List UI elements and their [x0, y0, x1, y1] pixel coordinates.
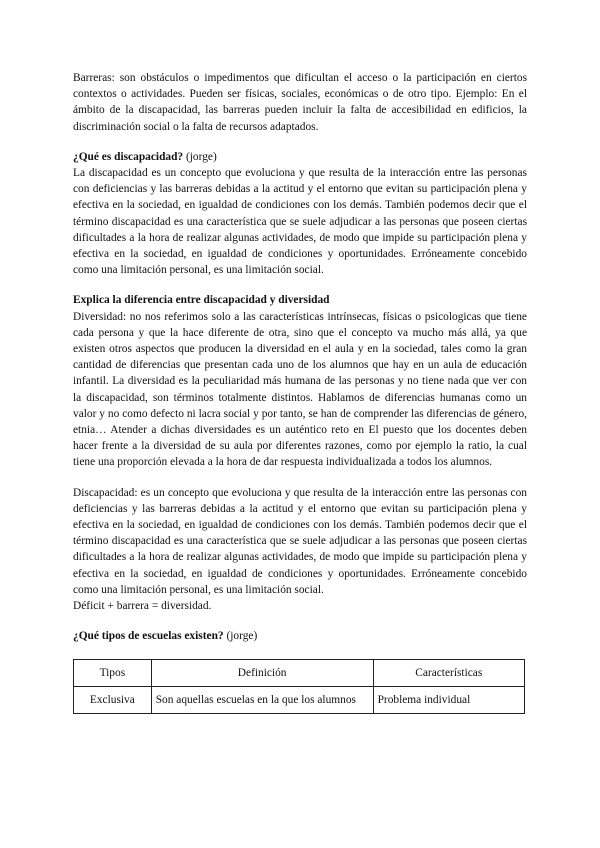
- barreras-paragraph: Barreras: son obstáculos o impedimentos que dificultan el acceso o la participación en ciertos contextos o actividades. Pueden ser físicas, sociales, económicas o de otro tipo. Ejemplo: En el ámbito de la discapacidad, las barreras pueden incluir la falta de accesibilidad en edificios, la discriminación social o la falta de recursos adaptados.: [73, 72, 527, 133]
- question-author: (jorge): [183, 150, 217, 163]
- school-types-table: [73, 659, 525, 714]
- header-caracteristicas: Características: [373, 659, 524, 686]
- question-escuelas-heading: [73, 628, 527, 644]
- discapacidad-definition: Discapacidad: es un concepto que evoluciona y que resulta de la interacción entre las personas con deficiencias y las barreras debidas a la actitud y el entorno que evitan su participación plena y efectiva en la sociedad, en igualdad de condiciones con los demás. También podemos decir que el término discapacidad es una característica que se suele adjudicar a las personas que poseen ciertas dificultades a la hora de realizar algunas actividades, de modo que impide su participación plena y efectiva en la sociedad, en igualdad de condiciones y oportunidades. Erróneamente concebido como una limitación personal, es una limitación social.: [73, 486, 527, 596]
- question-title: ¿Qué es discapacidad?: [73, 150, 184, 163]
- diversidad-answer: Diversidad: no nos referimos solo a las características intrínsecas, físicas o psicologicas que tiene cada persona y que la hace diferente de otra, sino que el concepto va mucho más allá, ya que existen otros aspectos que producen la diversidad en el aula y en la sociedad, tales como la gran cantidad de diferencias que presentan cada uno de los alumnos que hay en un aula de educación infantil. La diversidad es la peculiaridad más humana de las personas y no tiene nada que ver con la discapacidad, son términos totalmente distintos. Hablamos de diferencias humanas como un valor y no como defecto ni lacra social y por tanto, se han de comprender las diferencias de género, etnia… Atender a dichas diversidades es un auténtico reto en El puesto que los docentes deben hacer frente a la diversidad de su aula por diferentes razones, como por ejemplo la ratio, la cual tiene una proporción elevada a la hora de dar respuesta individualizada a todos los alumnos.: [73, 310, 527, 469]
- table-header-row: [74, 659, 525, 686]
- cell-tipo: Exclusiva: [74, 686, 152, 713]
- cell-caracteristicas: Problema individual: [373, 686, 524, 713]
- question-author: (jorge): [223, 630, 258, 643]
- formula-line: Déficit + barrera = diversidad.: [73, 600, 212, 613]
- question-discapacidad-heading: [73, 149, 527, 165]
- discapacidad-answer: La discapacidad es un concepto que evoluciona y que resulta de la interacción entre las personas con deficiencias y las barreras debidas a la actitud y el entorno que evitan su participación plena y efectiva en la sociedad, en igualdad de condiciones con los demás. También podemos decir que el término discapacidad es una característica que se suele adjudicar a las personas que poseen ciertas dificultades a la hora de realizar algunas actividades, de modo que impide su participación plena y efectiva en la sociedad, en igualdad de condiciones y oportunidades. Erróneamente concebido como una limitación personal, es una limitación social.: [73, 167, 527, 277]
- question-title: ¿Qué tipos de escuelas existen?: [73, 630, 224, 643]
- question-title: Explica la diferencia entre discapacidad y diversidad: [73, 294, 330, 307]
- question-diferencia-heading: [73, 292, 527, 308]
- table-row: [74, 686, 525, 713]
- cell-definicion: Son aquellas escuelas en la que los alumnos: [151, 686, 373, 713]
- header-tipos: Tipos: [74, 659, 152, 686]
- header-definicion: Definición: [151, 659, 373, 686]
